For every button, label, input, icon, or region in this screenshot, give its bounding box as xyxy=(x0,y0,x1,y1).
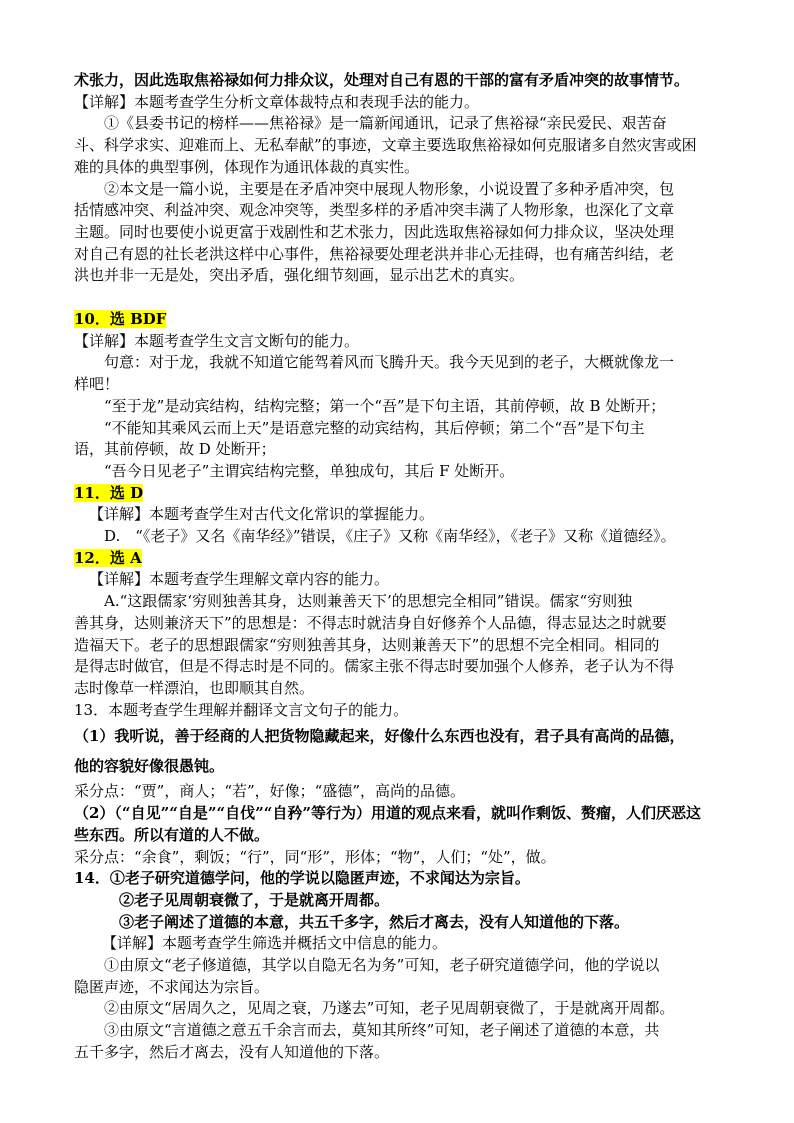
text-line: 斗、科学求实、迎难而上、无私奉献”的事迹，文章主要选取焦裕禄如何克服诸多自然灾害或困 xyxy=(74,136,697,155)
highlighted-answer: 11．选 D xyxy=(74,483,144,502)
text-line: 他的容貌好像很愚钝。 xyxy=(74,757,225,776)
text-line: 句意：对于龙，我就不知道它能驾着风而飞腾升天。我今天见到的老子，大概就像龙一 xyxy=(104,353,675,372)
text-line: 【详解】本题考查学生文言文断句的能力。 xyxy=(74,331,360,350)
blank-line xyxy=(74,287,726,309)
answer-heading-10 xyxy=(74,309,726,331)
answer-heading-12 xyxy=(74,548,726,570)
text-line: ③老子阐述了道德的本意，共五千多字，然后才离去，没有人知道他的下落。 xyxy=(119,912,630,931)
text-line: 13．本题考查学生理解并翻译文言文句子的能力。 xyxy=(74,700,409,719)
text-line: ①由原文“老子修道德，其学以自隐无名为务”可知，老子研究道德学问，他的学说以 xyxy=(104,956,660,975)
text-line: 采分点：“贾”，商人；“若”，好像；“盛德”，高尚的品德。 xyxy=(74,782,466,801)
text-line: ②本文是一篇小说，主要是在矛盾冲突中展现人物形象，小说设置了多种矛盾冲突，包 xyxy=(104,179,675,198)
text-line: “不能知其乘风云而上天”是语意完整的动宾结构，其后停顿；第二个“吾”是下句主 xyxy=(104,418,645,437)
text-line: 志时像草一样漂泊，也即顺其自然。 xyxy=(74,678,315,697)
text-line: 些东西。所以有道的人不做。 xyxy=(74,825,270,844)
text-line: 造福天下。老子的思想跟儒家“穷则独善其身，达则兼善天下”的思想不完全相同。相同的 xyxy=(74,635,660,654)
text-line: 难的具体的典型事例，体现作为通讯体裁的真实性。 xyxy=(74,157,420,176)
text-line: 主题。同时也要使小说更富于戏剧性和艺术张力，因此选取焦裕禄如何力排众议，坚决处理 xyxy=(74,222,675,241)
text-line: （2）（“自见”“自是”“自伐”“自矜”等行为）用道的观点来看，就叫作剩饭、赘瘤，人们厌恶这 xyxy=(74,804,701,823)
text-line: 善其身，达则兼济天下”的思想是：不得志时就洁身自好修养个人品德，得志显达之时就要 xyxy=(74,613,667,632)
document-page xyxy=(74,70,726,1064)
text-line: ②老子见周朝衰微了，于是就离开周都。 xyxy=(119,890,390,909)
text-line: 对自己有恩的社长老洪这样中心事件，焦裕禄要处理老洪并非心无挂碍，也有痛苦纠结，老 xyxy=(74,244,675,263)
text-line: 隐匿声迹，不求闻达为宗旨。 xyxy=(74,977,270,996)
text-line: 洪也并非一无是处，突出矛盾，强化细节刻画，显示出艺术的真实。 xyxy=(74,266,525,285)
text-line: 是得志时做官，但是不得志时是不同的。儒家主张不得志时要加强个人修养，老子认为不得 xyxy=(74,657,675,676)
text-line: 样吧！ xyxy=(74,375,120,394)
text-line: 语，其前停顿，故 D 处断开； xyxy=(74,440,276,459)
text-line: A.“这跟儒家‘穷则独善其身，达则兼善天下’的思想完全相同”错误。儒家“穷则独 xyxy=(104,592,633,611)
text-line: ②由原文“居周久之，见周之衰，乃遂去”可知，老子见周朝衰微了，于是就离开周都。 xyxy=(104,999,675,1018)
text-line: 14．①老子研究道德学问，他的学说以隐匿声迹，不求闻达为宗旨。 xyxy=(74,869,530,888)
answer-heading-11 xyxy=(74,483,726,505)
text-line: 【详解】本题考查学生理解文章内容的能力。 xyxy=(89,570,390,589)
highlighted-answer: 12．选 A xyxy=(74,548,142,567)
text-line: 【详解】本题考查学生分析文章体裁特点和表现手法的能力。 xyxy=(74,92,480,111)
text-line: 括情感冲突、利益冲突、观念冲突等，类型多样的矛盾冲突丰满了人物形象，也深化了文章 xyxy=(74,201,675,220)
text-line: 【详解】本题考查学生对古代文化常识的掌握能力。 xyxy=(89,505,435,524)
text-line: “至于龙”是动宾结构，结构完整；第一个“吾”是下句主语，其前停顿，故 B 处断开； xyxy=(104,396,666,415)
text-line: “吾今日见老子”主谓宾结构完整，单独成句，其后 F 处断开。 xyxy=(104,461,515,480)
highlighted-answer: 10．选 BDF xyxy=(74,310,167,329)
text-line: （1）我听说，善于经商的人把货物隐藏起来，好像什么东西也没有，君子具有高尚的品德， xyxy=(74,727,685,746)
text-line: 术张力，因此选取焦裕禄如何力排众议，处理对自己有恩的干部的富有矛盾冲突的故事情节。 xyxy=(74,71,690,89)
text-line: D. “《老子》又名《南华经》”错误，《庄子》又称《南华经》，《老子》又称《道德经》。 xyxy=(104,527,676,546)
text-line: 【详解】本题考查学生筛选并概括文中信息的能力。 xyxy=(102,934,448,953)
text-line: 采分点：“余食”，剩饭；“行”，同“形”，形体；“物”，人们；“处”，做。 xyxy=(74,847,556,866)
text-line: ③由原文“言道德之意五千余言而去，莫知其所终”可知，老子阐述了道德的本意，共 xyxy=(104,1021,660,1040)
text-line: ①《县委书记的榜样——焦裕禄》是一篇新闻通讯，记录了焦裕禄“亲民爱民、艰苦奋 xyxy=(104,114,667,133)
text-line: 五千多字，然后才离去，没有人知道他的下落。 xyxy=(74,1042,390,1061)
